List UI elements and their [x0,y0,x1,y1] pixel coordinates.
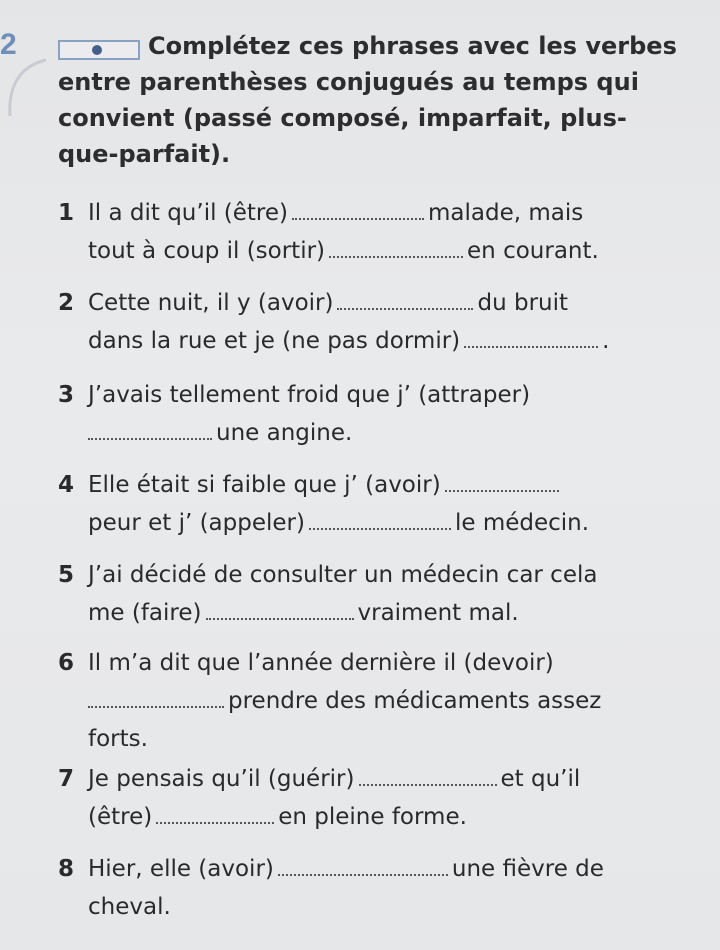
item-text: vraiment mal. [357,600,519,626]
item-text: et qu’il [500,766,581,792]
answer-blank-7a[interactable] [359,764,497,786]
answer-blank-3[interactable] [88,418,212,440]
item-text: J’avais tellement froid que j’ (attraper) [88,382,531,408]
item-number: 2 [58,290,75,316]
item-text: forts. [88,726,148,752]
difficulty-level-indicator [58,40,140,60]
answer-blank-2a[interactable] [337,288,473,310]
exercise-item-3 [58,376,658,452]
answer-blank-2b[interactable] [464,326,598,348]
exercise-number: 2 [0,28,17,61]
item-text: Elle était si faible que j’ (avoir) [88,472,441,498]
exercise-instruction [58,28,678,172]
answer-blank-6[interactable] [88,686,224,708]
item-text: Il a dit qu’il (être) [88,200,289,226]
exercise-item-4 [58,466,658,542]
item-number: 5 [58,562,75,588]
answer-blank-8[interactable] [278,854,448,876]
exercise-item-6 [58,644,658,758]
item-text: cheval. [88,894,171,920]
item-number: 7 [58,766,75,792]
item-text: une fièvre de [451,856,604,882]
margin-curve-decoration [2,58,48,118]
item-text: tout à coup il (sortir) [88,238,326,264]
answer-blank-1b[interactable] [329,236,463,258]
item-number: 3 [58,382,75,408]
instruction-rest: entre parenthèses conjugués au temps qui convient (passé composé, imparfait, plus-que-parfait). [58,68,639,168]
exercise-item-5 [58,556,658,632]
item-text: Cette nuit, il y (avoir) [88,290,334,316]
item-number: 4 [58,472,75,498]
item-number: 8 [58,856,75,882]
item-number: 1 [58,200,75,226]
item-text: prendre des médicaments assez [228,688,602,714]
level-dot-icon [92,45,102,55]
answer-blank-5[interactable] [206,598,354,620]
answer-blank-1a[interactable] [292,198,424,220]
item-text: en pleine forme. [278,804,467,830]
exercise-item-1 [58,194,658,270]
item-number: 6 [58,650,75,676]
item-text: J’ai décidé de consulter un médecin car cela [88,562,598,588]
answer-blank-4a[interactable] [445,470,559,492]
item-text: me (faire) [88,600,202,626]
item-text: Il m’a dit que l’année dernière il (devoir) [88,650,554,676]
item-text: Hier, elle (avoir) [88,856,274,882]
answer-blank-4b[interactable] [309,508,451,530]
item-text: Je pensais qu’il (guérir) [88,766,355,792]
answer-blank-7b[interactable] [156,802,274,824]
instruction-line1: Complétez ces phrases avec les verbes [148,32,677,60]
item-text: en courant. [467,238,599,264]
item-text: dans la rue et je (ne pas dormir) [88,328,461,354]
exercise-item-8 [58,850,658,926]
exercise-item-2 [58,284,658,360]
item-text: peur et j’ (appeler) [88,510,305,536]
item-text: une angine. [216,420,353,446]
item-text: (être) [88,804,153,830]
item-text: malade, mais [428,200,584,226]
item-text: du bruit [477,290,569,316]
item-text: le médecin. [454,510,590,536]
item-text: . [602,328,610,354]
exercise-item-7 [58,760,658,836]
